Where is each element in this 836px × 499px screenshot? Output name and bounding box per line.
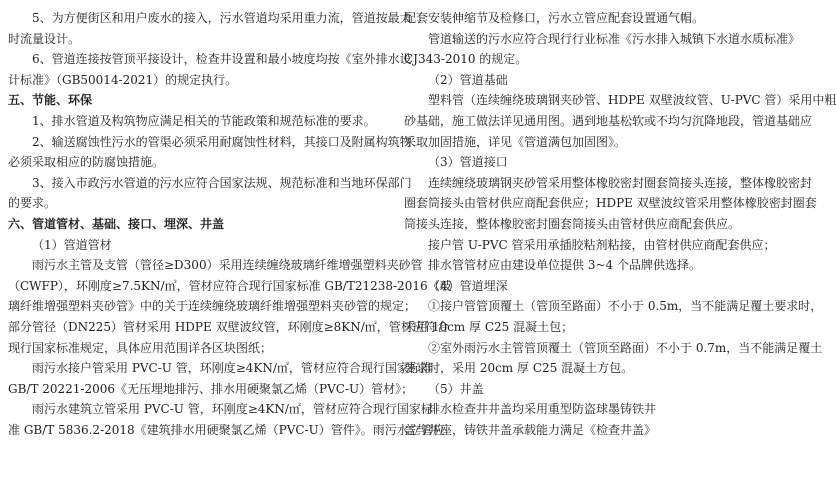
paragraph-line: 要求时，采用 20cm 厚 C25 混凝土方包。 — [404, 361, 634, 376]
subsection-heading: （3）管道接口 — [428, 155, 508, 170]
subsection-heading: （2）管道基础 — [428, 72, 508, 87]
subsection-heading: （5）井盖 — [428, 381, 484, 396]
paragraph-line: 必须采取相应的防腐蚀措施。 — [8, 155, 165, 170]
paragraph-line: 排水管管材应由建设单位提供 3~4 个品牌供选择。 — [428, 258, 701, 273]
paragraph-line: 璃纤维增强塑料夹砂管》中的关于连续缠绕玻璃纤维增强塑料夹砂管的规定； — [8, 299, 417, 314]
paragraph-line: 雨污水主管及支管（管径≥D300）采用连续缠绕玻璃纤维增强塑料夹砂管 — [32, 258, 423, 273]
paragraph-line: 6、管道连接按管顶平接设计，检查井设置和最小坡度均按《室外排水设 — [32, 52, 412, 67]
subsection-heading: （4）管道埋深 — [428, 278, 508, 293]
paragraph-line: 时流量设计。 — [8, 31, 81, 46]
paragraph-line: CJ343-2010 的规定。 — [404, 52, 528, 67]
paragraph-line: 现行国家标准规定，具体应用范围详各区块图纸； — [8, 340, 273, 355]
paragraph-line: 圈套筒接头由管材供应商配套供应；HDPE 双壁波纹管采用整体橡胶密封圈套 — [404, 196, 817, 211]
section-heading: 六、管道管材、基础、接口、埋深、井盖 — [8, 216, 225, 231]
left-column — [8, 8, 452, 440]
right-column — [404, 8, 836, 440]
paragraph-line: 的要求。 — [8, 196, 57, 211]
paragraph-line: 接户管 U-PVC 管采用承插胶粘剂粘接，由管材供应商配套供应； — [428, 237, 776, 252]
paragraph-line: 塑料管（连续缠绕玻璃钢夹砂管、HDPE 双壁波纹管、U-PVC 管）采用中粗 — [428, 93, 836, 108]
paragraph-line: 准 GB/T 5836.2-2018《建筑排水用硬聚氯乙烯（PVC-U）管件》。雨污水立管应 — [8, 422, 445, 437]
paragraph-line: （CWFP），环刚度≥7.5KN/㎡，管材应符合现行国家标准 GB/T21238-2016《玻 — [8, 278, 452, 293]
paragraph-line: ②室外雨污水主管管顶覆土（管顶至路面）不小于 0.7m，当不能满足覆土 — [428, 340, 823, 355]
paragraph-line: 雨污水建筑立管采用 PVC-U 管，环刚度≥4KN/㎡，管材应符合现行国家标 — [32, 402, 433, 417]
section-heading: 五、节能、环保 — [8, 93, 93, 108]
paragraph-line: 配套安装伸缩节及检修口，污水立管应配套设置通气帽。 — [404, 11, 705, 25]
paragraph-line: ①接户管管顶覆土（管顶至路面）不小于 0.5m，当不能满足覆土要求时， — [428, 299, 823, 314]
paragraph-line: 盖与井座，铸铁井盖承载能力满足《检查井盖》 — [404, 422, 657, 437]
paragraph-line: 连续缠绕玻璃钢夹砂管采用整体橡胶密封圈套筒接头连接，整体橡胶密封 — [428, 175, 813, 190]
paragraph-line: 管道输送的污水应符合现行行业标准《污水排入城镇下水道水质标准》 — [428, 31, 801, 46]
paragraph-line: 3、接入市政污水管道的污水应符合国家法规、规范标准和当地环保部门 — [32, 175, 412, 190]
paragraph-line: 筒接头连接，整体橡胶密封圈套筒接头由管材供应商配套供应。 — [404, 216, 741, 231]
paragraph-line: GB/T 20221-2006《无压埋地排污、排水用硬聚氯乙烯（PVC-U）管材》； — [8, 381, 414, 396]
paragraph-line: 计标准》（GB50014-2021）的规定执行。 — [8, 72, 238, 87]
paragraph-line: 雨污水接户管采用 PVC-U 管，环刚度≥4KN/㎡，管材应符合现行国家标准 — [32, 361, 433, 376]
paragraph-line: 采用 10cm 厚 C25 混凝土包； — [404, 319, 574, 334]
subsection-heading: （1）管道管材 — [32, 237, 112, 252]
paragraph-line: 2、输送腐蚀性污水的管渠必须采用耐腐蚀性材料，其接口及附属构筑物 — [32, 134, 412, 149]
paragraph-line: 5、为方便街区和用户废水的接入，污水管道均采用重力流，管道按最大 — [32, 11, 412, 25]
paragraph-line: 1、排水管道及构筑物应满足相关的节能政策和规范标准的要求。 — [32, 113, 376, 128]
paragraph-line: 采取加固措施，详见《管道满包加固图》。 — [404, 134, 627, 149]
paragraph-line: 部分管径（DN225）管材采用 HDPE 双壁波纹管，环刚度≥8KN/㎡，管材应符合 — [8, 319, 449, 334]
paragraph-line: 砂基础，施工做法详见通用图。遇到地基松软或不均匀沉降地段，管道基础应 — [404, 113, 813, 128]
paragraph-line: 排水检查井井盖均采用重型防盗球墨铸铁井 — [428, 402, 657, 417]
